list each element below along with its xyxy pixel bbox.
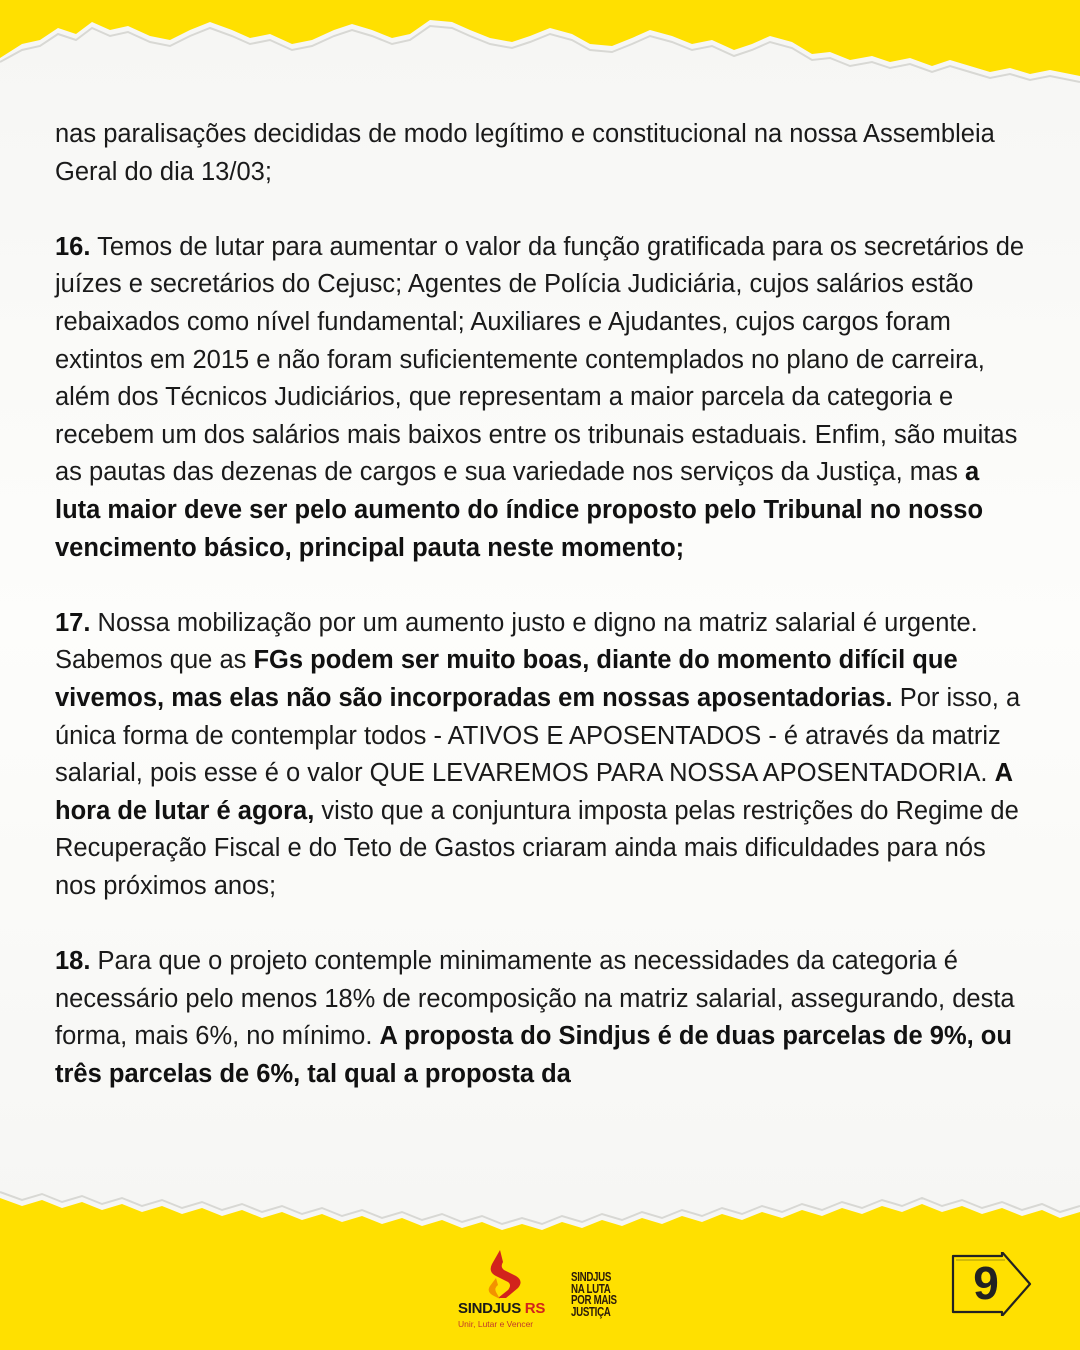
- item-17-text-3: visto que a conjuntura imposta pelas restrições do Regime de Recuperação Fiscal e do Teto de Gastos criaram ainda mais dificuldades para nós nos próximos anos;: [55, 796, 1019, 900]
- brand-name: [458, 1300, 545, 1317]
- item-16-number: 16.: [55, 232, 91, 261]
- item-18-paragraph: [55, 943, 1025, 1093]
- document-body: [55, 116, 1025, 1093]
- campaign-line: JUSTIÇA: [571, 1304, 611, 1319]
- item-16-paragraph: [55, 229, 1025, 567]
- campaign-line: SINDJUS: [571, 1270, 612, 1284]
- item-17-number: 17.: [55, 608, 91, 637]
- item-17-paragraph: [55, 605, 1025, 906]
- item-16-emphasis: a luta maior deve ser pelo aumento do índice proposto pelo Tribunal no nosso vencimento básico, principal pauta neste momento;: [55, 458, 984, 562]
- brand-tagline: Unir, Lutar e Vencer: [458, 1319, 534, 1329]
- campaign-line: NA LUTA: [571, 1281, 611, 1296]
- campaign-stamp: [571, 1272, 618, 1318]
- campaign-line: POR MAIS: [571, 1293, 617, 1307]
- item-18-text: Para que o projeto contemple minimamente as necessidades da categoria é necessário pelo menos 18% de recomposição na matriz salarial, assegurando, desta forma, mais 6%, no mínimo.: [55, 947, 1015, 1051]
- item-18-emphasis: A proposta do Sindjus é de duas parcelas de 9%, ou três parcelas de 6%, tal qual a proposta da: [55, 1022, 1012, 1088]
- item-17-text-1: Nossa mobilização por um aumento justo e digno na matriz salarial é urgente. Sabemos que as: [55, 608, 978, 675]
- intro-paragraph: [55, 116, 1025, 191]
- item-17-text-2: Por isso, a única forma de contemplar todos - ATIVOS E APOSENTADOS - é através da matriz salarial, pois esse é o valor QUE LEVAREMOS PARA NOSSA APOSENTADORIA.: [55, 683, 1021, 788]
- intro-text: nas paralisações decididas de modo legítimo e constitucional na nossa Assembleia Geral do dia 13/03;: [55, 120, 995, 186]
- item-18-number: 18.: [55, 947, 91, 976]
- item-17-emphasis-2: A hora de lutar é agora,: [55, 759, 1013, 825]
- item-16-text: Temos de lutar para aumentar o valor da função gratificada para os secretários de juízes e secretários do Cejusc; Agentes de Polícia Judiciária, cujos salários estão rebaixados como nível fundamental; Auxiliares e Ajudantes, cujos cargos foram extintos em 2015 e não foram suficientemente contemplados no plano de carreira, além dos Técnicos Judiciários, que representam a maior parcela da categoria e recebem um dos salários mais baixos entre os tribunais estaduais. Enfim, são muitas as pautas das dezenas de cargos e sua variedade nos serviços da Justiça, mas: [55, 232, 1025, 487]
- item-17-emphasis-1: FGs podem ser muito boas, diante do momento difícil que vivemos, mas elas não são incorporadas em nossas aposentadorias.: [55, 646, 958, 712]
- brand-name-suffix: RS: [524, 1300, 546, 1317]
- brand-name-text: SINDJUS: [458, 1300, 521, 1317]
- page-number: 9: [973, 1257, 999, 1309]
